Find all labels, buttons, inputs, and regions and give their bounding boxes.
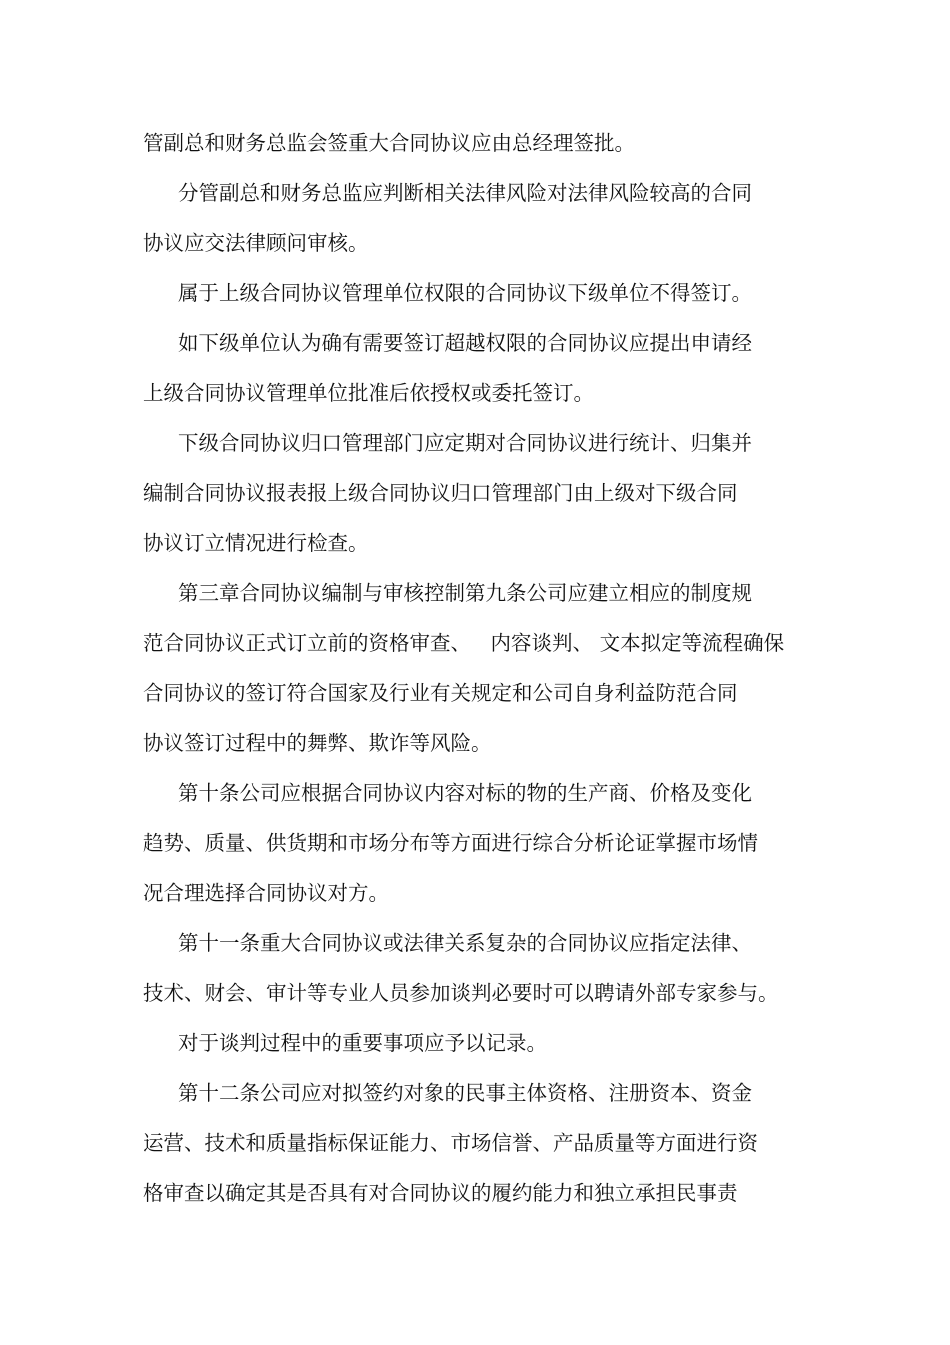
text-line-19: 对于谈判过程中的重要事项应予以记录。 bbox=[178, 1031, 547, 1055]
text-line-20: 第十二条公司应对拟签约对象的民事主体资格、注册资本、资金 bbox=[178, 1081, 752, 1105]
text-line-4: 属于上级合同协议管理单位权限的合同协议下级单位不得签订。 bbox=[178, 281, 752, 305]
text-line-11: 范合同协议正式订立前的资格审查、 内容谈判、 文本拟定等流程确保 bbox=[143, 631, 785, 655]
text-line-17: 第十一条重大合同协议或法律关系复杂的合同协议应指定法律、 bbox=[178, 931, 752, 955]
text-line-1: 管副总和财务总监会签重大合同协议应由总经理签批。 bbox=[143, 131, 635, 155]
text-line-12: 合同协议的签订符合国家及行业有关规定和公司自身利益防范合同 bbox=[143, 681, 738, 705]
text-line-5: 如下级单位认为确有需要签订超越权限的合同协议应提出申请经 bbox=[178, 331, 752, 355]
text-line-15: 趋势、质量、供货期和市场分布等方面进行综合分析论证掌握市场情 bbox=[143, 831, 758, 855]
text-line-8: 编制合同协议报表报上级合同协议归口管理部门由上级对下级合同 bbox=[143, 481, 738, 505]
text-line-3: 协议应交法律顾问审核。 bbox=[143, 231, 369, 255]
text-line-2: 分管副总和财务总监应判断相关法律风险对法律风险较高的合同 bbox=[178, 181, 752, 205]
text-line-22: 格审查以确定其是否具有对合同协议的履约能力和独立承担民事责 bbox=[143, 1181, 738, 1205]
text-line-6: 上级合同协议管理单位批准后依授权或委托签订。 bbox=[143, 381, 594, 405]
document-body bbox=[143, 118, 823, 1218]
text-line-13: 协议签订过程中的舞弊、欺诈等风险。 bbox=[143, 731, 492, 755]
text-line-9: 协议订立情况进行检查。 bbox=[143, 531, 369, 555]
text-line-18: 技术、财会、审计等专业人员参加谈判必要时可以聘请外部专家参与。 bbox=[143, 981, 779, 1005]
text-line-10: 第三章合同协议编制与审核控制第九条公司应建立相应的制度规 bbox=[178, 581, 752, 605]
text-line-16: 况合理选择合同协议对方。 bbox=[143, 881, 389, 905]
text-line-21: 运营、技术和质量指标保证能力、市场信誉、产品质量等方面进行资 bbox=[143, 1131, 758, 1155]
text-line-7: 下级合同协议归口管理部门应定期对合同协议进行统计、归集并 bbox=[178, 431, 752, 455]
text-line-14: 第十条公司应根据合同协议内容对标的物的生产商、价格及变化 bbox=[178, 781, 752, 805]
